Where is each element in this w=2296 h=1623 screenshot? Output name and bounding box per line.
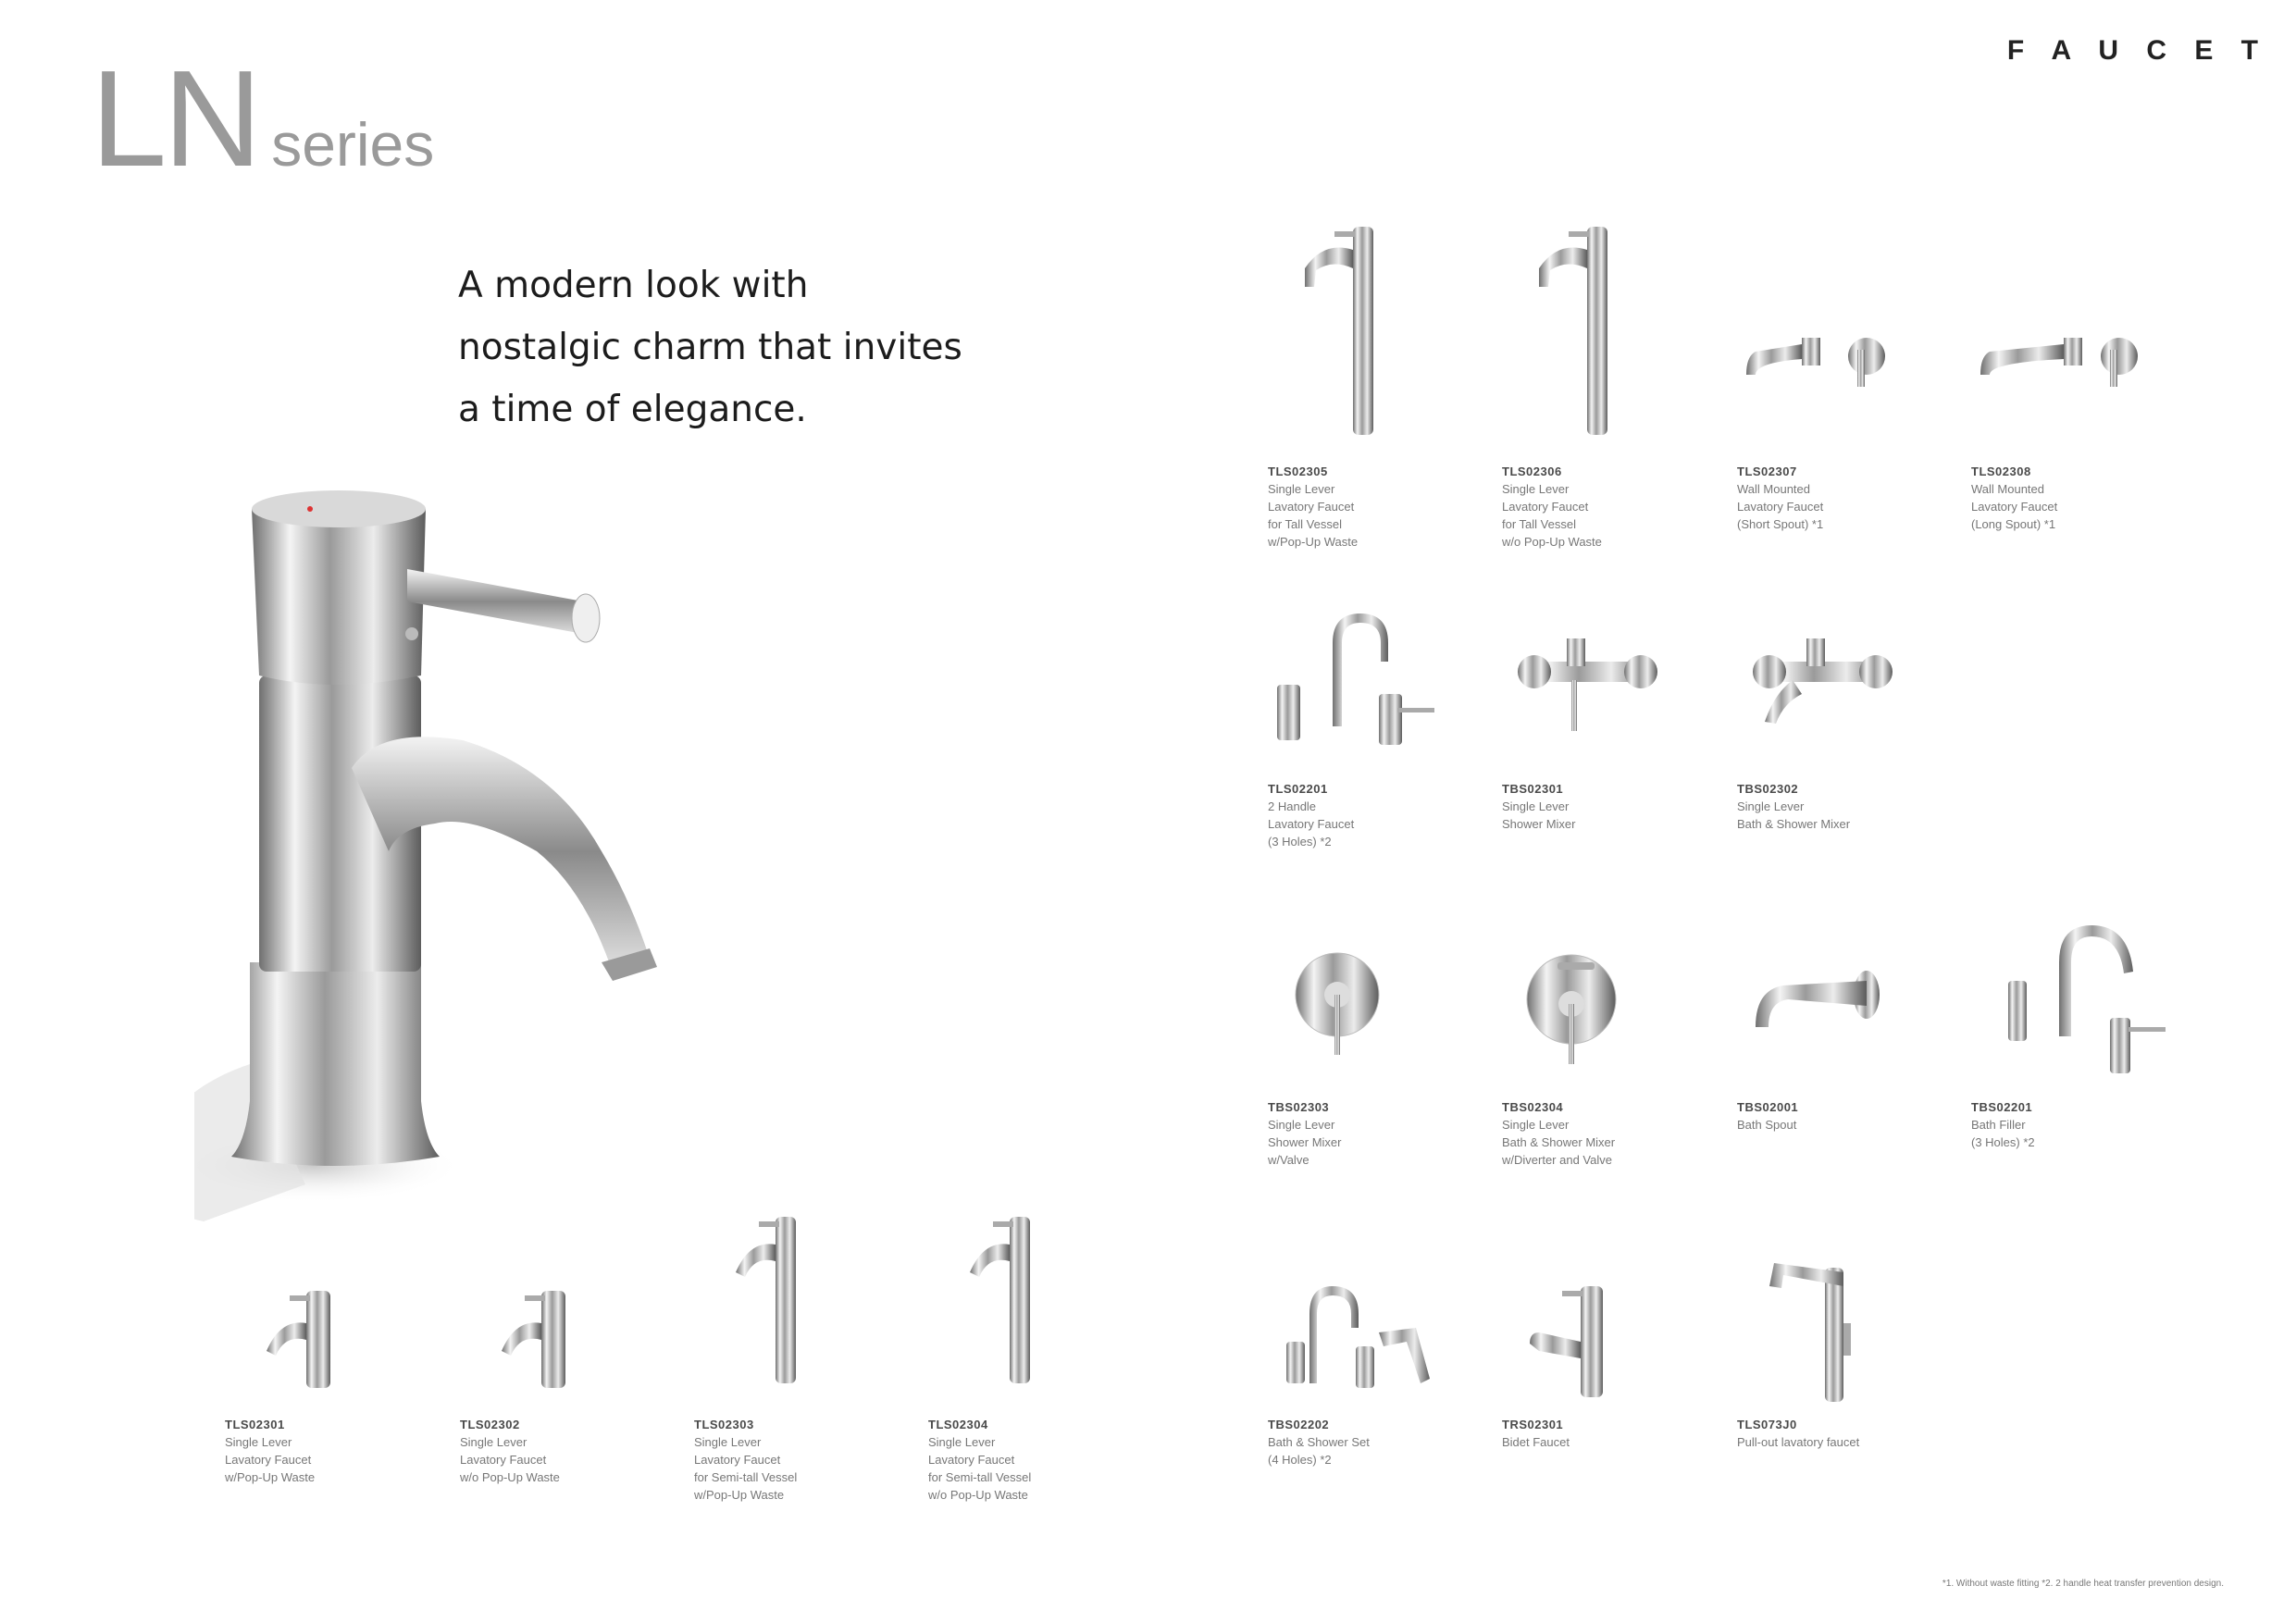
product-description: Single Lever Bath & Shower Mixer w/Diverter and Valve [1502,1118,1616,1167]
product-code: TLS02303 [694,1418,754,1431]
product-description: Single Lever Shower Mixer [1502,799,1576,831]
product-description: 2 Handle Lavatory Faucet (3 Holes) *2 [1268,799,1355,849]
product-description: Single Lever Lavatory Faucet w/Pop-Up Waste [225,1435,316,1484]
product-text [694,1416,916,1504]
product-code: TBS02302 [1737,782,1799,796]
product-image [1502,629,1687,740]
product-image [1268,939,1453,1059]
series-suffix: series [271,110,435,179]
product-text [460,1416,682,1486]
product-image [1268,1277,1453,1397]
product-text [225,1416,447,1486]
product-image [1971,324,2156,398]
product-text [1268,1098,1490,1169]
product-text [1737,780,1959,833]
product-description: Single Lever Shower Mixer w/Valve [1268,1118,1342,1167]
product-description: Wall Mounted Lavatory Faucet (Short Spout) *1 [1737,482,1824,531]
hero-faucet-image [194,463,787,1258]
product-image [1502,1277,1687,1406]
tagline-line-3: a time of elegance. [458,389,807,430]
product-code: TLS02301 [225,1418,285,1431]
product-image [1737,629,1922,740]
product-description: Single Lever Lavatory Faucet for Semi-tall Vessel w/o Pop-Up Waste [928,1435,1032,1502]
product-text [1268,1416,1490,1468]
product-image [1737,958,1922,1050]
product-description: Bath Filler (3 Holes) *2 [1971,1118,2035,1149]
product-description: Single Lever Lavatory Faucet for Semi-tall Vessel w/Pop-Up Waste [694,1435,798,1502]
series-name: LN [91,43,259,195]
product-code: TLS02302 [460,1418,520,1431]
product-description: Bidet Faucet [1502,1435,1570,1449]
product-text [1502,463,1724,551]
product-image [1737,324,1922,398]
product-description: Pull-out lavatory faucet [1737,1435,1860,1449]
product-description: Bath Spout [1737,1118,1797,1132]
product-image [1502,939,1687,1069]
product-code: TLS02307 [1737,465,1797,478]
product-image [694,1208,879,1393]
product-image [1502,213,1687,444]
product-image [1737,1249,1922,1406]
tagline-line-2: nostalgic charm that invites [458,327,962,368]
product-code: TLS02304 [928,1418,988,1431]
product-image [460,1277,645,1397]
product-image [1268,606,1453,754]
product-code: TBS02201 [1971,1100,2033,1114]
product-text [1502,780,1724,833]
category-label: F A U C E T [2006,35,2268,66]
product-text [928,1416,1150,1504]
product-code: TLS02201 [1268,782,1328,796]
product-code: TRS02301 [1502,1418,1564,1431]
product-code: TLS02305 [1268,465,1328,478]
product-text [1737,463,1959,533]
product-description: Single Lever Lavatory Faucet for Tall Vessel w/Pop-Up Waste [1268,482,1359,549]
product-description: Bath & Shower Set (4 Holes) *2 [1268,1435,1370,1467]
product-image [1971,916,2156,1083]
product-code: TLS073J0 [1737,1418,1797,1431]
product-text [1737,1416,1959,1451]
product-description: Wall Mounted Lavatory Faucet (Long Spout) *1 [1971,482,2058,531]
product-code: TBS02301 [1502,782,1564,796]
footnote: *1. Without waste fitting *2. 2 handle heat transfer prevention design. [1942,1579,2224,1589]
product-description: Single Lever Lavatory Faucet for Tall Vessel w/o Pop-Up Waste [1502,482,1602,549]
product-code: TBS02001 [1737,1100,1799,1114]
product-code: TBS02202 [1268,1418,1330,1431]
product-text [1737,1098,1959,1134]
product-text [1502,1098,1724,1169]
product-image [225,1277,410,1397]
series-title [91,43,435,195]
product-text [1971,1098,2193,1151]
product-text [1971,463,2193,533]
product-text [1268,463,1490,551]
product-code: TBS02303 [1268,1100,1330,1114]
tagline [458,254,1032,440]
product-description: Single Lever Bath & Shower Mixer [1737,799,1851,831]
product-code: TLS02306 [1502,465,1562,478]
product-image [1268,213,1453,444]
product-text [1502,1416,1724,1451]
product-code: TLS02308 [1971,465,2031,478]
product-image [928,1208,1113,1393]
product-description: Single Lever Lavatory Faucet w/o Pop-Up Waste [460,1435,560,1484]
product-text [1268,780,1490,850]
product-code: TBS02304 [1502,1100,1564,1114]
tagline-line-1: A modern look with [458,265,809,306]
